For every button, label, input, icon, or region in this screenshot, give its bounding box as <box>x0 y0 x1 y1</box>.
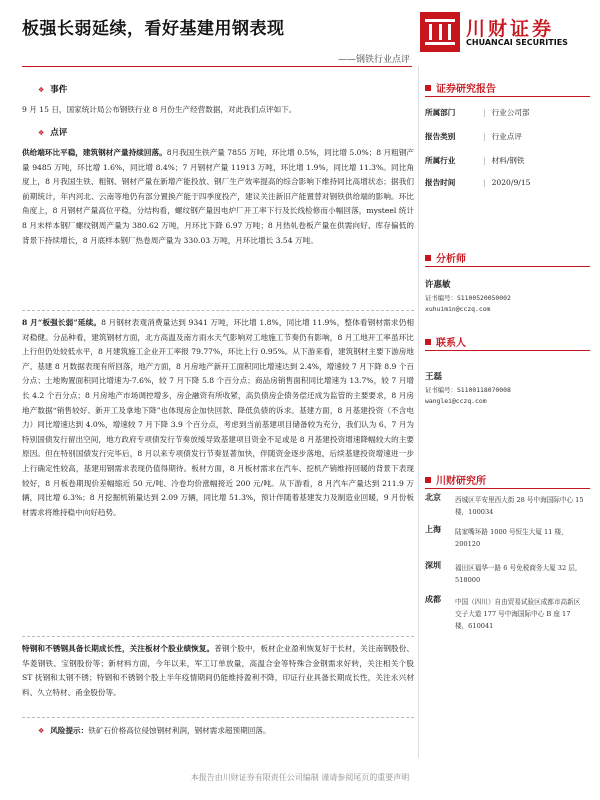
event-heading: ❖ 事件 <box>38 85 68 95</box>
comment-paragraph-stocks: 特钢和不锈钢具备长期成长性，关注板材个股业绩恢复。普钢个股中，板材企业盈利恢复好于长材，关注南钢股份、华菱钢铁、宝钢股份等；新材料方面，今年以来，军工订单放量，高温合金等特殊合金钢需求好转，关注相关个股 ST 抚钢和太钢不锈；特钢和不锈钢个股上半年疫情期间仍能维持盈利不降，印证行业具备长期成长性，关注永兴材料、久立特材、甬金股份等。 <box>22 644 414 697</box>
sidebar-divider <box>425 96 590 97</box>
column-divider <box>418 66 419 758</box>
office-city-shanghai: 上海 <box>425 524 441 534</box>
meta-row-industry: 所属行业 | 材料/钢铁 <box>425 156 525 165</box>
company-logo <box>420 12 590 52</box>
square-bullet-icon <box>425 477 431 483</box>
report-title: 板强长弱延续，看好基建用钢表现 <box>22 19 285 39</box>
meta-row-department: 所属部门 | 行业公司部 <box>425 108 530 117</box>
sidebar-divider <box>425 266 590 267</box>
paragraph-divider <box>22 636 414 637</box>
diamond-bullet-icon: ❖ <box>38 727 45 735</box>
event-text: 9 月 15 日，国家统计局公布钢铁行业 8 月份生产经营数据，对此我们点评如下。 <box>22 105 297 114</box>
square-bullet-icon <box>425 339 431 345</box>
analyst-email[interactable]: xuhuimin@cczq.com <box>425 305 491 313</box>
square-bullet-icon <box>425 255 431 261</box>
report-subtitle: ——钢铁行业点评 <box>337 55 410 65</box>
analyst-cert: 证书编号：S1100520050002 <box>425 294 511 302</box>
page-footer-disclaimer: 本报告由川财证券有限责任公司编制 谨请参阅尾页的重要声明 <box>190 773 410 782</box>
paragraph-divider <box>22 310 414 311</box>
meta-row-date: 报告时间 | 2020/9/15 <box>425 178 531 187</box>
square-bullet-icon <box>425 85 431 91</box>
logo-chinese-name: 川财证券 <box>466 18 555 40</box>
meta-row-category: 报告类别 | 行业点评 <box>425 132 522 141</box>
paragraph-divider <box>22 717 414 718</box>
diamond-bullet-icon: ❖ <box>38 86 45 94</box>
contact-email[interactable]: wanglei@cczq.com <box>425 397 487 405</box>
sidebar-divider <box>425 488 590 489</box>
paragraph-lead: 特钢和不锈钢具备长期成长性，关注板材个股业绩恢复。 <box>22 644 215 653</box>
analyst-heading: 分析师 <box>425 250 466 265</box>
report-info-heading: 证券研究报告 <box>425 80 496 95</box>
comment-paragraph-supply: 供给端环比平稳，建筑钢材产量持续回落。8月我国生铁产量 7855 万吨，环比增 0.5%，同比增 5.0%；8 月粗钢产量 9485 万吨，环比增 1.6%，同比增 8.4%；7 月钢材产量 11913 万吨，环比增 1.9%，同比增 11.3%。同比角度上，8 月我国生铁、粗钢、钢材产量在新增产能投放、钢厂生产效率提高的综合影响下维持同比高增状态；据我们前期统计，年内河北、云南等地仍有部分置换产能于四季度投产，建议关注新旧产能置替对钢铁供给端的影响。环比角度上，8 月钢材产量高位平稳，分结构看，螺纹钢产量因电炉厂开工率下行及长线检修而小幅回落，mysteel 统计 8 月末样本钢厂螺纹钢周产量为 380.62 万吨，月环比下降 6.97 万吨；8 月热轧卷板产量在供需向好、库存偏低的背景下持续增长，8 月底样本钢厂热卷周产量为 330.03 万吨，月环比增长 3.54 万吨。 <box>22 148 415 245</box>
contact-heading: 联系人 <box>425 334 466 349</box>
comment-heading: ❖ 点评 <box>38 128 68 138</box>
contact-name: 王磊 <box>425 372 443 382</box>
office-address-shenzhen: 福田区福华一路 6 号免税商务大厦 32 层，518000 <box>455 564 582 584</box>
risk-warning: ❖ 风险提示：铁矿石价格高位侵蚀钢材利润，钢材需求超预期回落。 <box>38 726 271 735</box>
paragraph-lead: 供给端环比平稳，建筑钢材产量持续回落。 <box>22 148 167 157</box>
office-city-shenzhen: 深圳 <box>425 560 441 570</box>
logo-mark-icon <box>420 12 460 52</box>
office-city-beijing: 北京 <box>425 492 441 502</box>
sidebar-divider <box>425 350 590 351</box>
office-address-shanghai: 陆家嘴环路 1000 号恒生大厦 11 楼，200120 <box>455 528 568 548</box>
diamond-bullet-icon: ❖ <box>38 129 45 137</box>
contact-cert: 证书编号：S1100118070008 <box>425 386 511 394</box>
paragraph-lead: 8 月“板强长弱”延续。 <box>22 318 102 327</box>
logo-english-name: CHUANCAI SECURITIES <box>466 38 568 47</box>
header-divider <box>22 66 412 67</box>
office-city-chengdu: 成都 <box>425 594 441 604</box>
office-address-beijing: 西城区平安里西大街 28 号中海国际中心 15 楼，100034 <box>455 496 584 516</box>
analyst-name: 许惠敏 <box>425 280 451 290</box>
comment-paragraph-demand: 8 月“板强长弱”延续。8 月钢材表观消费量达到 9341 万吨，环比增 1.8%，同比增 11.9%，整体看钢材需求仍相对稳健。分品种看，建筑钢材方面，北方高温及南方雨水天气影响对工地施工节奏仍有影响，8 月工地开工率虽环比上行但仍处较低水平，8 月建筑施工企业开工率报 79.77%，环比上行 0.95%。从下游来看，建筑钢材主要下游房地产、基建 8 月数据表现有所回落，地产方面，8 月房地产新开工面积同比增速达到 2.4%，增速较 7 月下降 8.9 个百分点；土地购置面积同比增速为-7.6%，较 7 月下降 5.8 个百分点；商品房销售面积同比增速为 13.7%，较 7 月增长 4.2 个百分点；8 月房地产市场调控增多，房企融资有所收紧，高负债房企债务偿还成为监管的主要要求，8 月房地产数据“销售较好、新开工及拿地下降”也体现房企加快回款、降低负债的诉求。基建方面，8 月基建投资（不含电力）同比增速达到 4.0%，增速较 7 月下降 3.9 个百分点，考虑到当前基建项目储备较为充分，我们认为 6、7 月为特别国债发行留出空间，地方政府专项债发行节奏放缓导致基建项目资金不足或是 8 月基建投资增速降幅较大的主要原因。但在特别国债发行完毕后，8 月以来专项债发行节奏显著加快，伴随资金逐步落地，后续基建投资增速进一步上行确定性较高，基建用钢需求表现仍值得期待。板材方面，8 月板材需求在汽车、挖机产销维持回暖的背景下表现较好，8 月板卷期现价差幅缩近 50 元/吨、冷卷均价涨幅接近 200 元/吨。从下游看，8 月汽车产量达到 211.9 万辆，同比增 6.3%；8 月挖掘机销量达到 2.09 万辆，同比增 51.3%，预计伴随着基建发力及制造业回暖，9 月份板材需求将维持稳中向好趋势。 <box>22 318 415 517</box>
office-address-chengdu: 中国（四川）自由贸易试验区成都市高新区交子大道 177 号中海国际中心 B 座 17 楼，610041 <box>455 598 581 630</box>
institute-heading: 川财研究所 <box>425 472 486 487</box>
